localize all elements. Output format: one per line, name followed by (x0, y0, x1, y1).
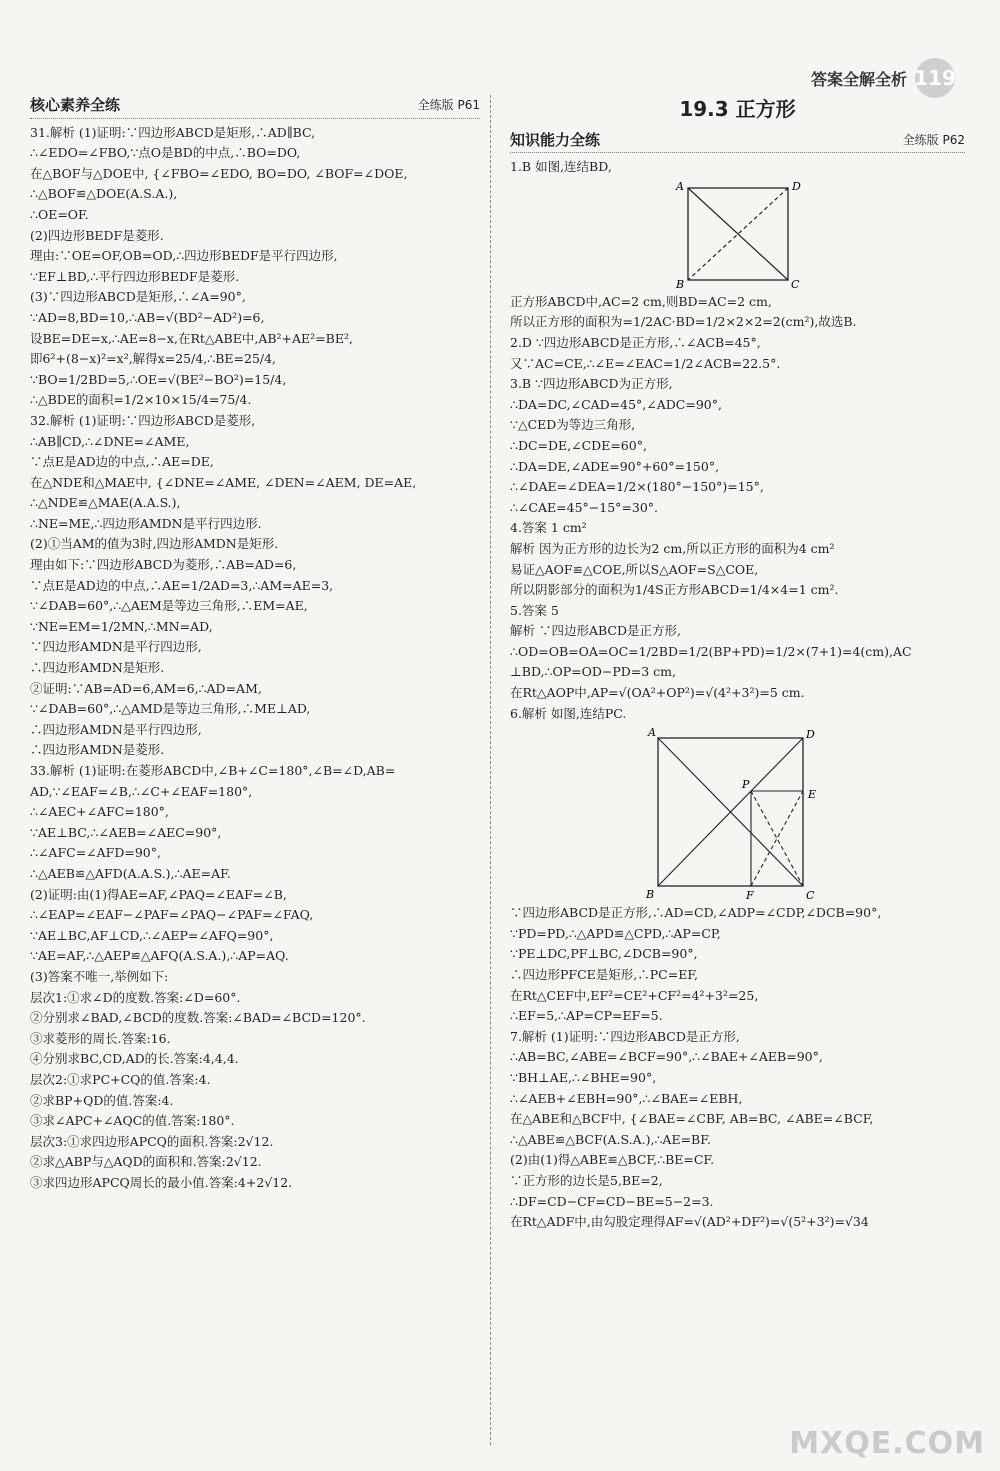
section-ref: 全练版 P62 (902, 132, 965, 147)
answer-line: 33.解析 (1)证明:在菱形ABCD中,∠B+∠C=180°,∠B=∠D,AB= (30, 763, 396, 778)
square-figure-1 (673, 180, 803, 290)
answer-line: ②分别求∠BAD,∠BCD的度数.答案:∠BAD=∠BCD=120°. (30, 1010, 366, 1026)
answer-line: ∵PD=PD,∴△APD≌△CPD,∴AP=CP, (510, 925, 721, 941)
answer-line: 层次3:①求四边形APCQ的面积.答案:2√12. (30, 1133, 274, 1149)
answer-line: ∵PE⊥DC,PF⊥BC,∠DCB=90°, (510, 946, 698, 962)
vertex-label: P (741, 778, 749, 792)
vertex-label: D (805, 728, 815, 742)
answer-line: ④分别求BC,CD,AD的长.答案:4,4,4. (30, 1051, 239, 1067)
answer-line: ∴DF=CD−CF=CD−BE=5−2=3. (510, 1193, 714, 1209)
answer-line: ③求四边形APCQ周长的最小值.答案:4+2√12. (30, 1174, 293, 1190)
answer-line: ∵四边形ABCD是正方形,∴AD=CD,∠ADP=∠CDP,∠DCB=90°, (510, 905, 882, 921)
vertex-label: F (745, 889, 754, 902)
left-answer-lines (30, 123, 480, 1194)
right-column (510, 95, 965, 1233)
answer-line: ∴四边形AMDN是菱形. (30, 742, 165, 758)
vertex-label: A (675, 179, 684, 193)
vertex-label: D (791, 179, 801, 193)
answer-line: AD,∵∠EAF=∠B,∴∠C+∠EAF=180°, (30, 783, 253, 799)
answer-line: ∴∠CAE=45°−15°=30°. (510, 499, 659, 515)
vertex-label: C (790, 277, 799, 290)
answer-line: ∴∠EDO=∠FBO,∵点O是BD的中点,∴BO=DO, (30, 145, 301, 161)
answer-line: (2)四边形BEDF是菱形. (30, 227, 164, 243)
vertex-label: B (675, 277, 684, 290)
answer-line: 在Rt△CEF中,EF²=CE²+CF²=4²+3²=25, (510, 987, 759, 1003)
square-figure-2 (643, 726, 833, 901)
chapter-title: 19.3 正方形 (679, 97, 796, 121)
header-title: 答案全解全析 (810, 69, 907, 89)
answer-line: 5.答案 5 (510, 602, 559, 618)
answer-line: 理由如下:∵四边形ABCD为菱形,∴AB=AD=6, (30, 557, 297, 573)
answer-line: 在Rt△AOP中,AP=√(OA²+OP²)=√(4²+3²)=5 cm. (510, 685, 805, 701)
left-column (30, 95, 480, 1193)
answer-line: 设BE=DE=x,∴AE=8−x,在Rt△ABE中,AB²+AE²=BE², (30, 330, 353, 346)
answer-line: ∴AB∥CD,∴∠DNE=∠AME, (30, 433, 190, 449)
answer-line: 正方形ABCD中,AC=2 cm,则BD=AC=2 cm, (510, 293, 772, 309)
section-ref: 全练版 P61 (417, 98, 480, 112)
answer-line: 在△NDE和△MAE中, {∠DNE=∠AME, ∠DEN=∠AEM, DE=AE, (30, 474, 417, 490)
answer-line: ∴DA=DE,∠ADE=90°+60°=150°, (510, 458, 720, 474)
answer-line: ∴∠AEC+∠AFC=180°, (30, 804, 169, 820)
answer-line: ∴OE=OF. (30, 206, 89, 222)
answer-line: ∵△CED为等边三角形, (510, 417, 636, 433)
answer-line: ∴△NDE≌△MAE(A.A.S.), (30, 495, 181, 511)
answer-line: (2)①当AM的值为3时,四边形AMDN是矩形. (30, 536, 279, 552)
answer-line: ∴△AEB≌△AFD(A.A.S.),∴AE=AF. (30, 865, 231, 881)
page-header (811, 58, 955, 98)
answer-line: 4.答案 1 cm² (510, 520, 587, 536)
vertex-label: B (645, 888, 654, 902)
answer-line: ∴四边形AMDN是平行四边形, (30, 721, 202, 737)
answer-line: ∴EF=5,∴AP=CP=EF=5. (510, 1008, 663, 1024)
answer-line: (2)证明:由(1)得AE=AF,∠PAQ=∠EAF=∠B, (30, 886, 287, 902)
answer-line: 31.解析 (1)证明:∵四边形ABCD是矩形,∴AD∥BC, (30, 124, 316, 140)
answer-line: 32.解析 (1)证明:∵四边形ABCD是菱形, (30, 412, 256, 428)
answer-line: ∵点E是AD边的中点,∴AE=1/2AD=3,∴AM=AE=3, (30, 577, 334, 593)
answer-line: 2.D ∵四边形ABCD是正方形,∴∠ACB=45°, (510, 334, 761, 350)
answer-line: ∵AE⊥BC,∴∠AEB=∠AEC=90°, (30, 824, 222, 840)
answer-line: ∵AE=AF,∴△AEP≌△AFQ(A.S.A.),∴AP=AQ. (30, 948, 289, 964)
answer-block-3 (510, 903, 965, 1233)
answer-line: ∴NE=ME,∴四边形AMDN是平行四边形. (30, 515, 262, 531)
answer-line: 层次2:①求PC+CQ的值.答案:4. (30, 1071, 211, 1087)
answer-line: ∴AB=BC,∠ABE=∠BCF=90°,∴∠BAE+∠AEB=90°, (510, 1049, 823, 1065)
answer-line: 6.解析 如图,连结PC. (510, 705, 627, 721)
answer-line: ∴四边形PFCE是矩形,∴PC=EF, (510, 967, 699, 983)
answer-line: (3)答案不唯一,举例如下: (30, 968, 169, 984)
answer-line: (2)由(1)得△ABE≌△BCF,∴BE=CF. (510, 1152, 715, 1168)
answer-block-2 (510, 292, 965, 724)
answer-line: ∴△ABE≌△BCF(A.S.A.),∴AE=BF. (510, 1131, 711, 1147)
answer-line: ∴∠EAP=∠EAF−∠PAF=∠PAQ−∠PAF=∠FAQ, (30, 907, 314, 923)
answer-line: 1.B 如图,连结BD, (510, 159, 612, 175)
answer-line: ②求BP+QD的值.答案:4. (30, 1092, 174, 1108)
answer-block-1 (510, 157, 965, 178)
answer-line: ∴△BDE的面积=1/2×10×15/4=75/4. (30, 392, 252, 408)
section-title: 核心素养全练 (30, 96, 121, 114)
answer-line: 在Rt△ADF中,由勾股定理得AF=√(AD²+DF²)=√(5²+3²)=√34 (510, 1214, 869, 1230)
answer-line: 又∵AC=CE,∴∠E=∠EAC=1/2∠ACB=22.5°. (510, 355, 781, 371)
answer-line: ∵BO=1/2BD=5,∴OE=√(BE²−BO²)=15/4, (30, 371, 287, 387)
answer-line: 解析 ∵四边形ABCD是正方形, (510, 623, 681, 639)
answer-line: ∵正方形的边长是5,BE=2, (510, 1172, 663, 1188)
answer-line: ∴DC=DE,∠CDE=60°, (510, 437, 647, 453)
answer-line: ②证明:∵AB=AD=6,AM=6,∴AD=AM, (30, 680, 262, 696)
answer-line: 7.解析 (1)证明:∵四边形ABCD是正方形, (510, 1028, 740, 1044)
answer-line: ∴DA=DC,∠CAD=45°,∠ADC=90°, (510, 396, 722, 412)
answer-line: ∵∠DAB=60°,∴△AEM是等边三角形,∴EM=AE, (30, 598, 308, 614)
answer-line: ∴△BOF≌△DOE(A.S.A.), (30, 186, 178, 202)
answer-line: 解析 因为正方形的边长为2 cm,所以正方形的面积为4 cm² (510, 540, 835, 556)
answer-line: ⊥BD,∴OP=OD−PD=3 cm, (510, 664, 676, 680)
answer-line: ∵BH⊥AE,∴∠BHE=90°, (510, 1070, 657, 1085)
answer-line: ∵∠DAB=60°,∴△AMD是等边三角形,∴ME⊥AD, (30, 701, 311, 717)
answer-line: 即6²+(8−x)²=x²,解得x=25/4,∴BE=25/4, (30, 351, 277, 367)
answer-line: 层次1:①求∠D的度数.答案:∠D=60°. (30, 989, 241, 1005)
vertex-label: E (807, 788, 816, 802)
answer-line: 在△ABE和△BCF中, {∠BAE=∠CBF, AB=BC, ∠ABE=∠BCF, (510, 1111, 874, 1127)
answer-line: ∴∠AEB+∠EBH=90°,∴∠BAE=∠EBH, (510, 1090, 743, 1106)
answer-line: ∵点E是AD边的中点,∴AE=DE, (30, 454, 214, 470)
vertex-label: A (647, 726, 656, 740)
answer-line: (3)∵四边形ABCD是矩形,∴∠A=90°, (30, 289, 246, 305)
answer-line: ∴∠DAE=∠DEA=1/2×(180°−150°)=15°, (510, 479, 764, 495)
answer-line: ∴OD=OB=OA=OC=1/2BD=1/2(BP+PD)=1/2×(7+1)=4(cm),AC (510, 643, 912, 659)
answer-line: ②求△ABP与△AQD的面积和.答案:2√12. (30, 1154, 262, 1170)
answer-line: 易证△AOF≌△COE,所以S△AOF=S△COE, (510, 561, 759, 577)
answer-line: ∵AE⊥BC,AF⊥CD,∴∠AEP=∠AFQ=90°, (30, 927, 274, 943)
answer-line: ∴∠AFC=∠AFD=90°, (30, 845, 161, 861)
answer-line: ③求∠APC+∠AQC的值.答案:180°. (30, 1113, 235, 1129)
answer-line: ∵四边形AMDN是平行四边形, (30, 639, 202, 655)
answer-line: 在△BOF与△DOE中, {∠FBO=∠EDO, BO=DO, ∠BOF=∠DOE, (30, 165, 408, 181)
answer-line: ∴四边形AMDN是矩形. (30, 660, 165, 676)
answer-line: ∵NE=EM=1/2MN,∴MN=AD, (30, 618, 213, 634)
answer-line: 所以正方形的面积为=1/2AC·BD=1/2×2×2=2(cm²),故选B. (510, 314, 857, 330)
section-heading-core (30, 95, 480, 119)
answer-line: ∵AD=8,BD=10,∴AB=√(BD²−AD²)=6, (30, 309, 265, 325)
answer-line: 所以阴影部分的面积为1/4S正方形ABCD=1/4×4=1 cm². (510, 582, 839, 598)
answer-line: ∵EF⊥BD,∴平行四边形BEDF是菱形. (30, 268, 240, 284)
column-divider (490, 95, 491, 1445)
page-number: 119 (915, 58, 955, 98)
answer-line: 3.B ∵四边形ABCD为正方形, (510, 376, 673, 392)
section-heading-knowledge (510, 130, 965, 154)
answer-line: 理由:∵OE=OF,OB=OD,∴四边形BEDF是平行四边形, (30, 248, 338, 264)
watermark: MXQE.COM (789, 1426, 985, 1461)
answer-line: ③求菱形的周长.答案:16. (30, 1030, 171, 1046)
section-title: 知识能力全练 (510, 130, 601, 149)
vertex-label: C (805, 889, 814, 902)
